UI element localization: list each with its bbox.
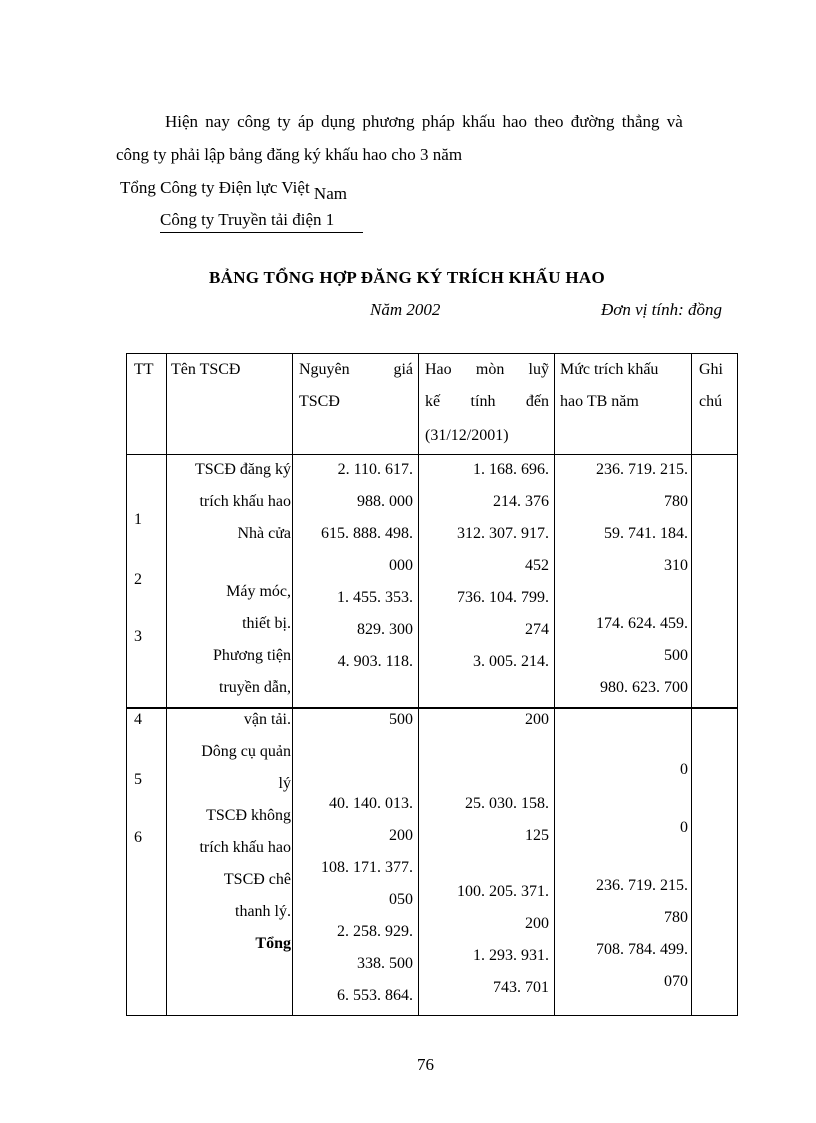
annual-depreciation-line: 236. 719. 215. xyxy=(596,877,688,894)
annual-depreciation-line: 070 xyxy=(664,973,688,990)
parent-organization-a: Tổng Công ty Điện lực Việt xyxy=(120,178,310,197)
original-cost-line: 1. 455. 353. xyxy=(337,589,413,606)
accumulated-depreciation-line: 274 xyxy=(525,621,549,638)
asset-name-line: vận tải. xyxy=(243,711,291,728)
accumulated-depreciation-line: 312. 307. 917. xyxy=(457,525,549,542)
header-hao-mon-a: Hao xyxy=(425,361,452,378)
header-muc-trich-b: hao TB năm xyxy=(560,393,639,410)
header-hao-mon-row2 xyxy=(425,386,549,418)
annual-depreciation-line: 780 xyxy=(664,909,688,926)
original-cost-line: 2. 258. 929. xyxy=(337,923,413,940)
header-hao-mon-d: kế xyxy=(425,393,441,410)
intro-line-1: Hiện nay công ty áp dụng phương pháp khấu hao theo đường thẳng và xyxy=(165,112,683,131)
original-cost-line: 200 xyxy=(389,827,413,844)
asset-name-line: thanh lý. xyxy=(235,903,291,920)
original-cost-line: 6. 553. 864. xyxy=(337,987,413,1004)
asset-name-line: trích khấu hao xyxy=(199,839,291,856)
document-title: BẢNG TỔNG HỢP ĐĂNG KÝ TRÍCH KHẤU HAO xyxy=(209,268,606,287)
asset-name-line: TSCĐ không xyxy=(206,807,291,824)
asset-name-line: Tổng xyxy=(255,935,291,952)
accumulated-depreciation-line: 125 xyxy=(525,827,549,844)
tt-number: 2 xyxy=(134,571,142,588)
original-cost-line: 2. 110. 617. xyxy=(337,461,413,478)
asset-name-line: TSCĐ chê xyxy=(223,871,291,888)
annual-depreciation-line: 0 xyxy=(680,761,688,778)
header-nguyen-gia xyxy=(299,354,413,386)
header-hao-mon-b: mòn xyxy=(475,361,505,378)
header-hao-mon-f: đến xyxy=(525,393,549,410)
header-tt: TT xyxy=(134,361,154,378)
header-muc-trich-a: Mức trích khấu xyxy=(560,361,659,378)
original-cost-line: 988. 000 xyxy=(357,493,413,510)
asset-name-line: truyền dẫn, xyxy=(219,679,291,696)
asset-name-line: Phương tiện xyxy=(212,647,291,664)
original-cost-line: 108. 171. 377. xyxy=(321,859,413,876)
original-cost-line: 615. 888. 498. xyxy=(321,525,413,542)
unit-organization: Công ty Truyền tải điện 1 xyxy=(160,210,363,233)
original-cost-line: 4. 903. 118. xyxy=(337,653,413,670)
accumulated-depreciation-line: 200 xyxy=(525,711,549,728)
report-year: Năm 2002 xyxy=(370,300,441,319)
annual-depreciation-line: 500 xyxy=(664,647,688,664)
original-cost-line: 050 xyxy=(389,891,413,908)
asset-name-line: Máy móc, xyxy=(226,583,291,600)
header-ghi-chu-a: Ghi xyxy=(699,361,723,378)
asset-name-line: Nhà cửa xyxy=(237,525,291,542)
accumulated-depreciation-line: 25. 030. 158. xyxy=(465,795,549,812)
tt-number: 6 xyxy=(134,829,142,846)
accumulated-depreciation-line: 200 xyxy=(525,915,549,932)
annual-depreciation-line: 980. 623. 700 xyxy=(600,679,688,696)
original-cost-line: 500 xyxy=(389,711,413,728)
annual-depreciation-line: 0 xyxy=(680,819,688,836)
accumulated-depreciation-line: 214. 376 xyxy=(493,493,549,510)
intro-line-2: công ty phải lập bảng đăng ký khấu hao cho 3 năm xyxy=(116,145,463,164)
accumulated-depreciation-line: 1. 168. 696. xyxy=(473,461,549,478)
accumulated-depreciation-line: 743. 701 xyxy=(493,979,549,996)
asset-name-line: Dông cụ quản xyxy=(201,743,291,760)
accumulated-depreciation-line: 1. 293. 931. xyxy=(473,947,549,964)
accumulated-depreciation-line: 100. 205. 371. xyxy=(457,883,549,900)
annual-depreciation-line: 174. 624. 459. xyxy=(596,615,688,632)
asset-name-line: lý xyxy=(278,775,291,792)
original-cost-line: 40. 140. 013. xyxy=(329,795,413,812)
tt-number: 5 xyxy=(134,771,142,788)
header-hao-mon-e: tính xyxy=(470,393,496,410)
tt-number: 3 xyxy=(134,628,142,645)
original-cost-line: 000 xyxy=(389,557,413,574)
accumulated-depreciation-line: 3. 005. 214. xyxy=(473,653,549,670)
header-ghi-chu-b: chú xyxy=(699,393,723,410)
currency-unit: Đơn vị tính: đồng xyxy=(601,300,722,319)
original-cost-line: 338. 500 xyxy=(357,955,413,972)
parent-organization xyxy=(120,178,347,203)
asset-name-line: trích khấu hao xyxy=(199,493,291,510)
asset-name-line: TSCĐ đăng ký xyxy=(195,461,291,478)
header-hao-mon-row1 xyxy=(425,354,549,386)
parent-organization-b: Nam xyxy=(313,184,347,203)
header-hao-mon-g: (31/12/2001) xyxy=(425,427,509,444)
accumulated-depreciation-line: 736. 104. 799. xyxy=(457,589,549,606)
annual-depreciation-line: 708. 784. 499. xyxy=(596,941,688,958)
header-name: Tên TSCĐ xyxy=(171,361,241,378)
header-nguyen-gia-a: Nguyên xyxy=(299,361,350,378)
annual-depreciation-line: 236. 719. 215. xyxy=(596,461,688,478)
accumulated-depreciation-line: 452 xyxy=(525,557,549,574)
page-number: 76 xyxy=(417,1055,434,1074)
annual-depreciation-line: 59. 741. 184. xyxy=(604,525,688,542)
header-nguyen-gia-c: TSCĐ xyxy=(299,393,340,410)
annual-depreciation-line: 780 xyxy=(664,493,688,510)
original-cost-line: 829. 300 xyxy=(357,621,413,638)
header-nguyen-gia-b: giá xyxy=(393,361,413,378)
asset-name-line: thiết bị. xyxy=(242,615,291,632)
annual-depreciation-line: 310 xyxy=(664,557,688,574)
tt-number: 4 xyxy=(134,711,142,728)
depreciation-table xyxy=(126,353,738,1016)
tt-number: 1 xyxy=(134,511,142,528)
header-hao-mon-c: luỹ xyxy=(528,361,549,378)
